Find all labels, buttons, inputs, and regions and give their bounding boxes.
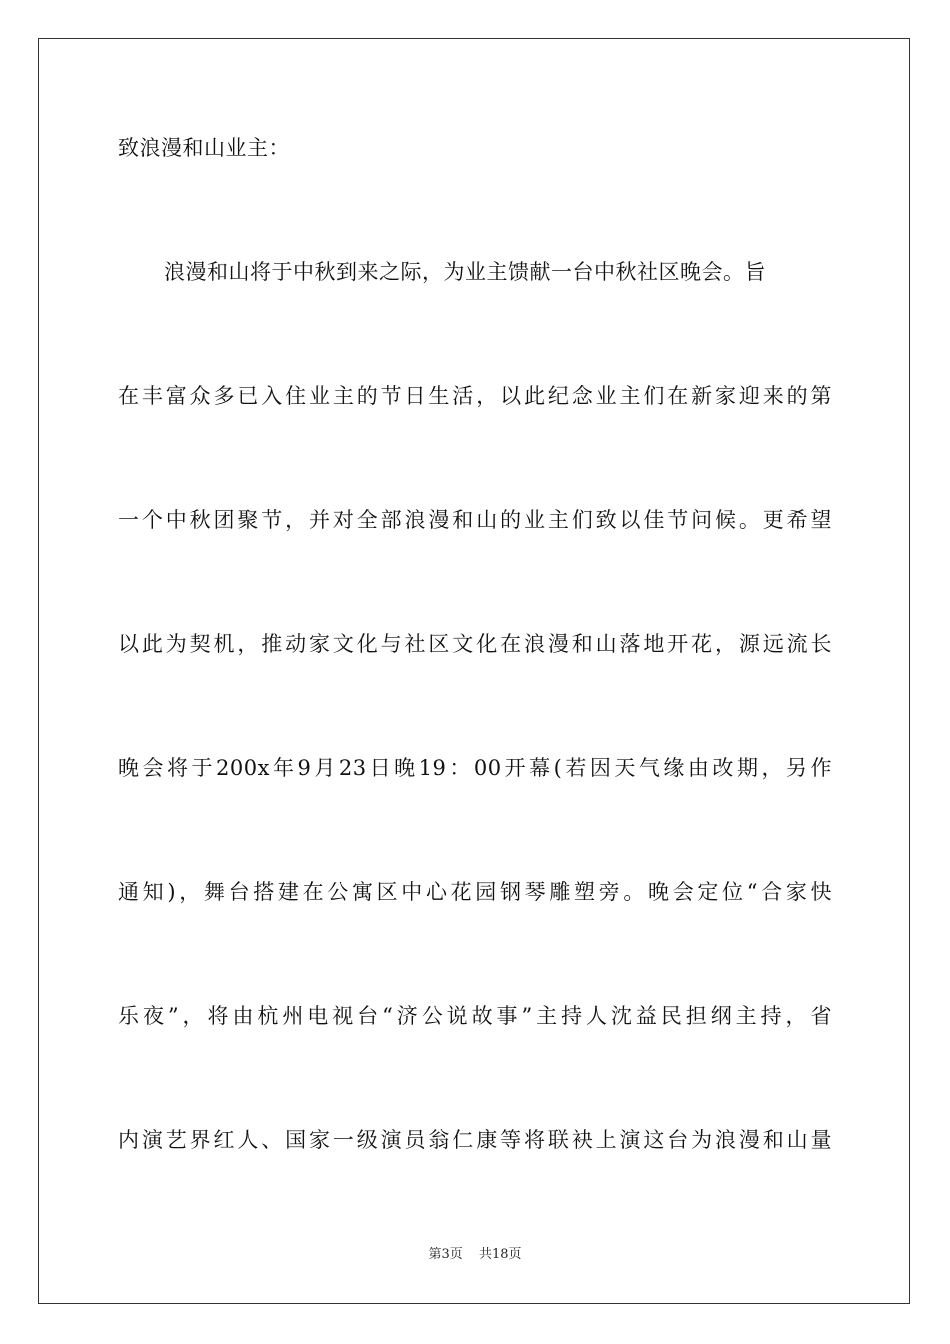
body-line-3: 一个中秋团聚节，并对全部浪漫和山的业主们致以佳节问候。更希望 [118, 508, 832, 532]
body-line-7: 乐夜”，将由杭州电视台“济公说故事”主持人沈益民担纲主持，省 [118, 1004, 832, 1028]
body-line-5: 晚会将于200x年9月23日晚19：00开幕(若因天气缘由改期，另作 [118, 756, 832, 780]
body-line-2: 在丰富众多已入住业主的节日生活，以此纪念业主们在新家迎来的第 [118, 384, 832, 408]
page-total: 共18页 [478, 1247, 522, 1262]
body-line-6: 通知)，舞台搭建在公寓区中心花园钢琴雕塑旁。晚会定位“合家快 [118, 880, 832, 904]
page-current: 第3页 [428, 1247, 463, 1262]
salutation-line: 致浪漫和山业主： [118, 136, 290, 160]
body-line-1: 浪漫和山将于中秋到来之际，为业主馈献一台中秋社区晚会。旨 [164, 260, 766, 284]
page-border [38, 38, 910, 1304]
page-footer [0, 1246, 950, 1264]
body-line-4: 以此为契机，推动家文化与社区文化在浪漫和山落地开花，源远流长 [118, 632, 832, 656]
body-line-8: 内演艺界红人、国家一级演员翁仁康等将联袂上演这台为浪漫和山量 [118, 1128, 832, 1152]
